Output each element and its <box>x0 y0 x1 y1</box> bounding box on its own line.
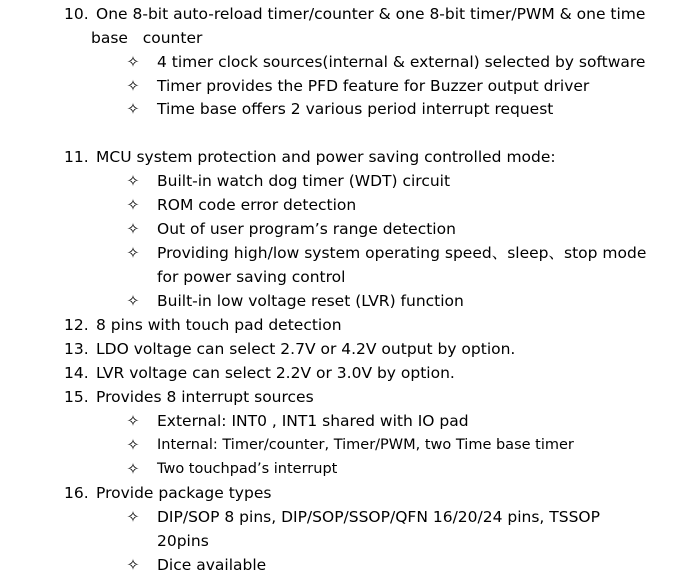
item-number: 16. <box>64 484 89 502</box>
item-title: Provides 8 interrupt sources <box>96 388 314 406</box>
bullet-text: Dice available <box>157 556 267 574</box>
bullet-text: Two touchpad’s interrupt <box>157 461 338 477</box>
bullet-text: Time base offers 2 various period interrupt request <box>157 100 554 118</box>
item-title: Provide package types <box>96 484 272 502</box>
item-title-continuation: base counter <box>91 29 203 47</box>
bullet-text: Internal: Timer/counter, Timer/PWM, two Time base timer <box>157 437 574 453</box>
bullet-text: DIP/SOP 8 pins, DIP/SOP/SSOP/QFN 16/20/24 pins, TSSOP <box>157 508 600 526</box>
item-number: 11. <box>64 148 89 166</box>
diamond-bullet-icon: ✧ <box>126 436 140 454</box>
bullet-text-continuation: for power saving control <box>157 268 346 286</box>
item-title: One 8-bit auto-reload timer/counter & one 8-bit timer/PWM & one time <box>96 5 646 23</box>
diamond-bullet-icon: ✧ <box>126 100 140 118</box>
item-title: LVR voltage can select 2.2V or 3.0V by option. <box>96 364 455 382</box>
item-number: 13. <box>64 340 89 358</box>
diamond-bullet-icon: ✧ <box>126 220 140 238</box>
bullet-text: External: INT0 , INT1 shared with IO pad <box>157 412 469 430</box>
diamond-bullet-icon: ✧ <box>126 172 140 190</box>
diamond-bullet-icon: ✧ <box>126 244 140 262</box>
bullet-text: Built-in watch dog timer (WDT) circuit <box>157 172 451 190</box>
diamond-bullet-icon: ✧ <box>126 292 140 310</box>
diamond-bullet-icon: ✧ <box>126 508 140 526</box>
bullet-text: 4 timer clock sources(internal & external) selected by software <box>157 53 646 71</box>
diamond-bullet-icon: ✧ <box>126 412 140 430</box>
bullet-text: Timer provides the PFD feature for Buzzer output driver <box>157 77 590 95</box>
diamond-bullet-icon: ✧ <box>126 53 140 71</box>
bullet-text: Providing high/low system operating speed、sleep、stop mode <box>157 244 647 262</box>
bullet-text: ROM code error detection <box>157 196 357 214</box>
item-number: 14. <box>64 364 89 382</box>
item-number: 10. <box>64 5 89 23</box>
bullet-text-continuation: 20pins <box>157 532 209 550</box>
item-title: LDO voltage can select 2.7V or 4.2V output by option. <box>96 340 516 358</box>
bullet-text: Built-in low voltage reset (LVR) function <box>157 292 464 310</box>
item-title: MCU system protection and power saving controlled mode: <box>96 148 556 166</box>
bullet-text: Out of user program’s range detection <box>157 220 456 238</box>
diamond-bullet-icon: ✧ <box>126 556 140 574</box>
diamond-bullet-icon: ✧ <box>126 77 140 95</box>
item-title: 8 pins with touch pad detection <box>96 316 342 334</box>
diamond-bullet-icon: ✧ <box>126 460 140 478</box>
diamond-bullet-icon: ✧ <box>126 196 140 214</box>
item-number: 15. <box>64 388 89 406</box>
item-number: 12. <box>64 316 89 334</box>
